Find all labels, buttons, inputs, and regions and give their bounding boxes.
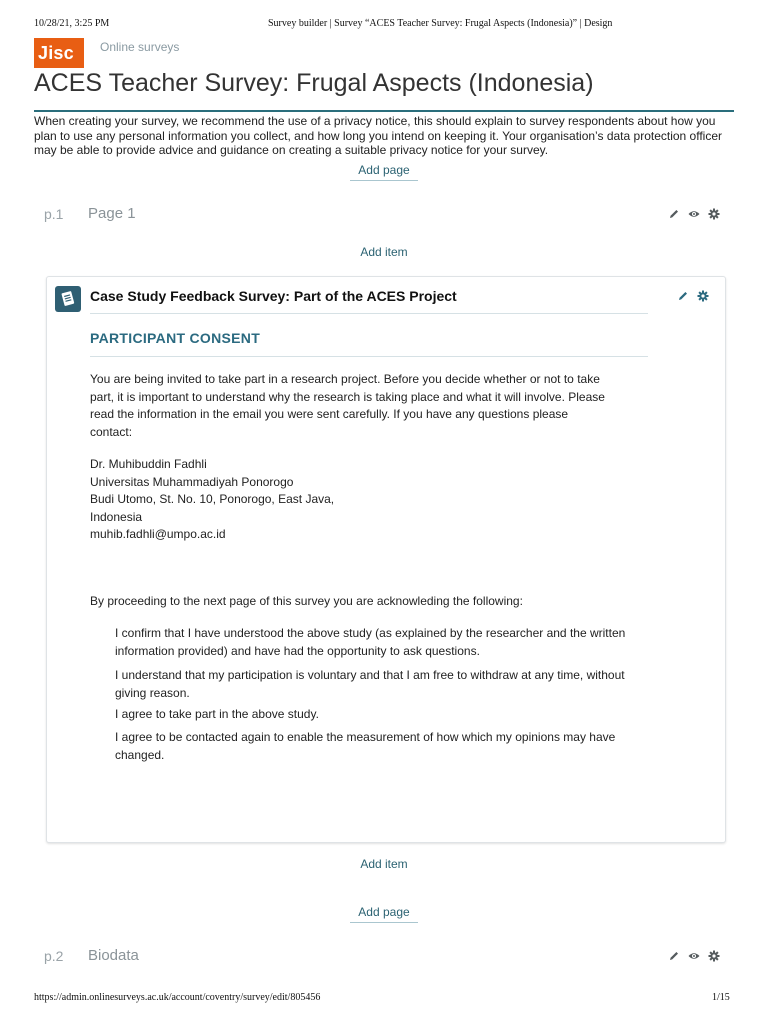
add-item-button[interactable]: Add item [360,245,408,259]
survey-title: ACES Teacher Survey: Frugal Aspects (Indonesia) [34,69,594,97]
item-title-divider [90,313,648,314]
add-page-row [0,903,768,921]
document-icon [55,286,81,312]
add-page-button[interactable]: Add page [350,905,417,923]
privacy-notice-text: When creating your survey, we recommend the use of a privacy notice, this should explain to survey respondents about how you plan to use any personal information you collect, and how long you intend on keeping it. Your organisation’s data protection officer may be able to provide advice and guidance on creating a suitable privacy notice for your survey. [34,114,723,157]
page-tools [668,207,720,219]
item-tools [677,289,709,301]
add-item-button[interactable]: Add item [360,857,408,871]
acknowledgement-item: I agree to be contacted again to enable the measurement of how which my opinions may have changed. [115,730,616,762]
page-number: p.1 [44,206,64,222]
gear-icon[interactable] [697,289,709,301]
contact-institution: Universitas Muhammadiyah Ponorogo [90,474,294,489]
consent-intro: You are being invited to take part in a research project. Before you decide whether or not to take part, it is important to understand why the research is taking place and what it will involve. Please read the information in the email you were sent carefully. If you have any questions please contact: [90,372,605,439]
eye-icon[interactable] [688,949,700,961]
eye-icon[interactable] [688,207,700,219]
page-name[interactable]: Page 1 [88,205,136,222]
print-url: https://admin.onlinesurveys.ac.uk/account/coventry/survey/edit/805456 [34,992,321,1003]
acknowledgement-item: I confirm that I have understood the above study (as explained by the researcher and the written information provided) and have had the opportunity to ask questions. [115,626,626,658]
pencil-icon[interactable] [668,949,680,961]
contact-address: Budi Utomo, St. No. 10, Ponorogo, East Java, [90,492,335,506]
page-number: p.2 [44,948,64,964]
pencil-icon[interactable] [677,289,689,301]
contact-email: muhib.fadhli@umpo.ac.id [90,527,226,541]
add-item-row [0,857,768,871]
item-title: Case Study Feedback Survey: Part of the ACES Project [90,288,457,304]
print-datetime: 10/28/21, 3:25 PM [34,18,110,29]
gear-icon[interactable] [708,207,720,219]
title-divider [34,110,734,112]
acknowledgement-intro: By proceeding to the next page of this survey you are acknowleding the following: [90,594,523,608]
page-name[interactable]: Biodata [88,947,139,964]
print-page-number: 1/15 [712,992,730,1003]
jisc-logo[interactable]: Jisc [34,38,84,68]
product-name: Online surveys [100,40,180,54]
consent-heading: PARTICIPANT CONSENT [90,330,261,346]
add-page-button[interactable]: Add page [350,163,417,181]
contact-block [90,456,610,544]
contact-country: Indonesia [90,509,143,524]
page-tools [668,949,720,961]
pencil-icon[interactable] [668,207,680,219]
acknowledgement-item: I agree to take part in the above study. [115,707,319,721]
acknowledgement-item: I understand that my participation is voluntary and that I am free to withdraw at any time, without giving reason. [115,668,625,700]
add-page-row [0,161,768,179]
add-item-row [0,245,768,259]
contact-name: Dr. Muhibuddin Fadhli [90,457,207,471]
print-doc-title: Survey builder | Survey “ACES Teacher Survey: Frugal Aspects (Indonesia)” | Design [268,18,613,29]
gear-icon[interactable] [708,949,720,961]
consent-divider [90,356,648,357]
